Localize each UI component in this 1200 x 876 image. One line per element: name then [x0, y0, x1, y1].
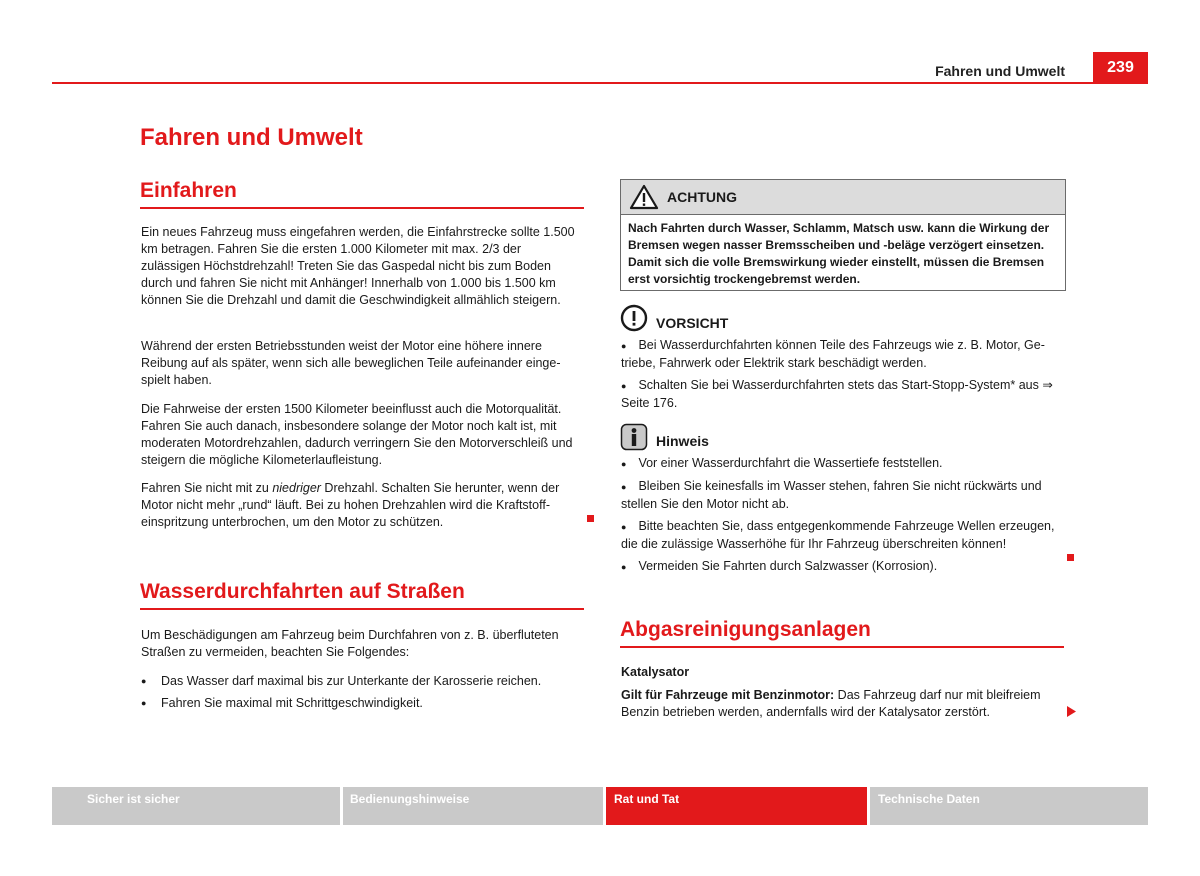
footer-tab-rat-und-tat[interactable]: [606, 787, 867, 825]
section-title-abgasreinigung: Abgasreinigungsanlagen: [620, 618, 871, 641]
running-header-title: Fahren und Umwelt: [935, 63, 1065, 79]
katalysator-text: Das Fahrzeug darf nur mit bleifreiem Benzin betrieben werden, andernfalls wird der Katalysator zerstört.: [621, 688, 1041, 719]
achtung-text: Nach Fahrten durch Wasser, Schlamm, Matsch usw. kann die Wirkung der Bremsen wegen nasser Bremsscheiben und -beläge verzögert einsetzen. Damit sich die volle Bremswirkung wieder einstellt, müssen die Bremsen erst vorsichtig trockengebremst werden.: [628, 221, 1050, 286]
vorsicht-notice: [620, 304, 1064, 332]
katalysator-lead: Gilt für Fahrzeuge mit Benzinmotor:: [621, 688, 835, 702]
section-title-wasserdurchfahrten: Wasserdurchfahrten auf Straßen: [140, 580, 465, 603]
einfahren-paragraph-3: Die Fahrweise der ersten 1500 Kilometer beeinflusst auch die Motorqualität. Fahren Sie auch danach, insbesondere solange der Motor noch kalt ist, mit moderaten Motordrehzahlen, dadurch verringern Sie den Motorverschleiß und steigern die mögliche Kilometerlaufleistung.: [141, 402, 573, 467]
list-item: ● Bei Wasserdurchfahrten können Teile des Fahrzeugs wie z. B. Motor, Getriebe, Fahrwerk oder Elektrik stark beschädigt werden.: [621, 337, 1063, 372]
page-number: 239: [1093, 52, 1148, 84]
einfahren-paragraph-1: Ein neues Fahrzeug muss eingefahren werden, die Einfahrstrecke sollte 1.500 km betragen. Fahren Sie die ersten 1.000 Kilometer mit max. 2/3 der zulässigen Höchstdrehzahl! Treten Sie das Gaspedal nicht bis zum Boden durch und fahren Sie nicht mit Anhänger! Innerhalb von 1.000 bis 1.500 km können Sie die Drehzahl und damit die Geschwindigkeit allmählich steigern.: [141, 225, 575, 307]
warning-triangle-icon: [629, 184, 659, 210]
list-item: ● Bleiben Sie keinesfalls im Wasser stehen, fahren Sie nicht rückwärts und stellen Sie den Motor nicht ab.: [621, 478, 1063, 513]
footer-tab-sicher[interactable]: [52, 787, 340, 825]
info-icon: [620, 423, 648, 451]
vorsicht-label: VORSICHT: [656, 315, 729, 331]
section-end-marker: [1067, 554, 1074, 561]
list-item: ● Vor einer Wasserdurchfahrt die Wassertiefe feststellen.: [621, 455, 1063, 473]
list-item: ● Das Wasser darf maximal bis zur Unterkante der Karosserie reichen.: [141, 673, 581, 690]
vorsicht-list: [621, 337, 1063, 417]
einfahren-paragraph-2: Während der ersten Betriebsstunden weist der Motor eine höhere innere Reibung auf als später, wenn sich alle beweglichen Teile aufeinander eingespielt haben.: [141, 339, 561, 387]
section-rule: [620, 646, 1064, 648]
achtung-label: ACHTUNG: [667, 189, 737, 205]
chapter-title: Fahren und Umwelt: [140, 124, 363, 151]
list-item: ● Bitte beachten Sie, dass entgegenkommende Fahrzeuge Wellen erzeugen, die die zulässige Wasserhöhe für Ihr Fahrzeug überschreiten können!: [621, 518, 1063, 553]
footer-tab-label: Technische Daten: [878, 792, 980, 806]
exclamation-circle-icon: [620, 304, 648, 332]
section-end-marker: [587, 515, 594, 522]
footer-tab-label: Sicher ist sicher: [87, 792, 180, 806]
hinweis-header: [620, 423, 1064, 451]
section-einfahren: [140, 179, 584, 209]
achtung-header: [621, 180, 1065, 215]
wasser-intro: Um Beschädigungen am Fahrzeug beim Durchfahren von z. B. überfluteten Straßen zu vermeiden, beachten Sie Folgendes:: [141, 628, 559, 659]
hinweis-notice: [620, 423, 1064, 451]
footer-tab-label: Rat und Tat: [614, 792, 680, 806]
section-title-einfahren: Einfahren: [140, 179, 237, 202]
section-rule: [140, 608, 584, 610]
wasser-list: [141, 673, 581, 717]
section-abgas: [620, 618, 1064, 648]
p4-emphasis: niedriger: [272, 481, 321, 495]
footer-tab-technische-daten[interactable]: [870, 787, 1148, 825]
hinweis-list: [621, 455, 1063, 581]
subheading-katalysator: Katalysator: [621, 665, 690, 679]
section-rule: [140, 207, 584, 209]
p4-text-post: Drehzahl. Schalten Sie herunter, wenn der Motor nicht mehr „rund“ läuft. Bei zu hohen Drehzahlen wird die Kraftstoffeinspritzung unterbrochen, um den Motor zu schützen.: [141, 481, 560, 529]
katalysator-paragraph: [621, 687, 1061, 721]
hinweis-label: Hinweis: [656, 433, 709, 449]
header-rule: [52, 82, 1148, 84]
footer-tab-label: Bedienungshinweise: [350, 792, 470, 806]
vorsicht-header: [620, 304, 1064, 332]
achtung-box: [620, 179, 1066, 291]
continue-arrow-icon: [1067, 706, 1076, 717]
footer-tab-bedienung[interactable]: [343, 787, 603, 825]
section-wasser: [140, 580, 584, 610]
list-item: ● Fahren Sie maximal mit Schrittgeschwindigkeit.: [141, 695, 581, 712]
list-item: ● Schalten Sie bei Wasserdurchfahrten stets das Start-Stopp-System* aus ⇒ Seite 176.: [621, 377, 1063, 412]
einfahren-paragraph-4: [141, 480, 581, 531]
list-item: ● Vermeiden Sie Fahrten durch Salzwasser (Korrosion).: [621, 558, 1063, 576]
p4-text-pre: Fahren Sie nicht mit zu: [141, 481, 273, 495]
